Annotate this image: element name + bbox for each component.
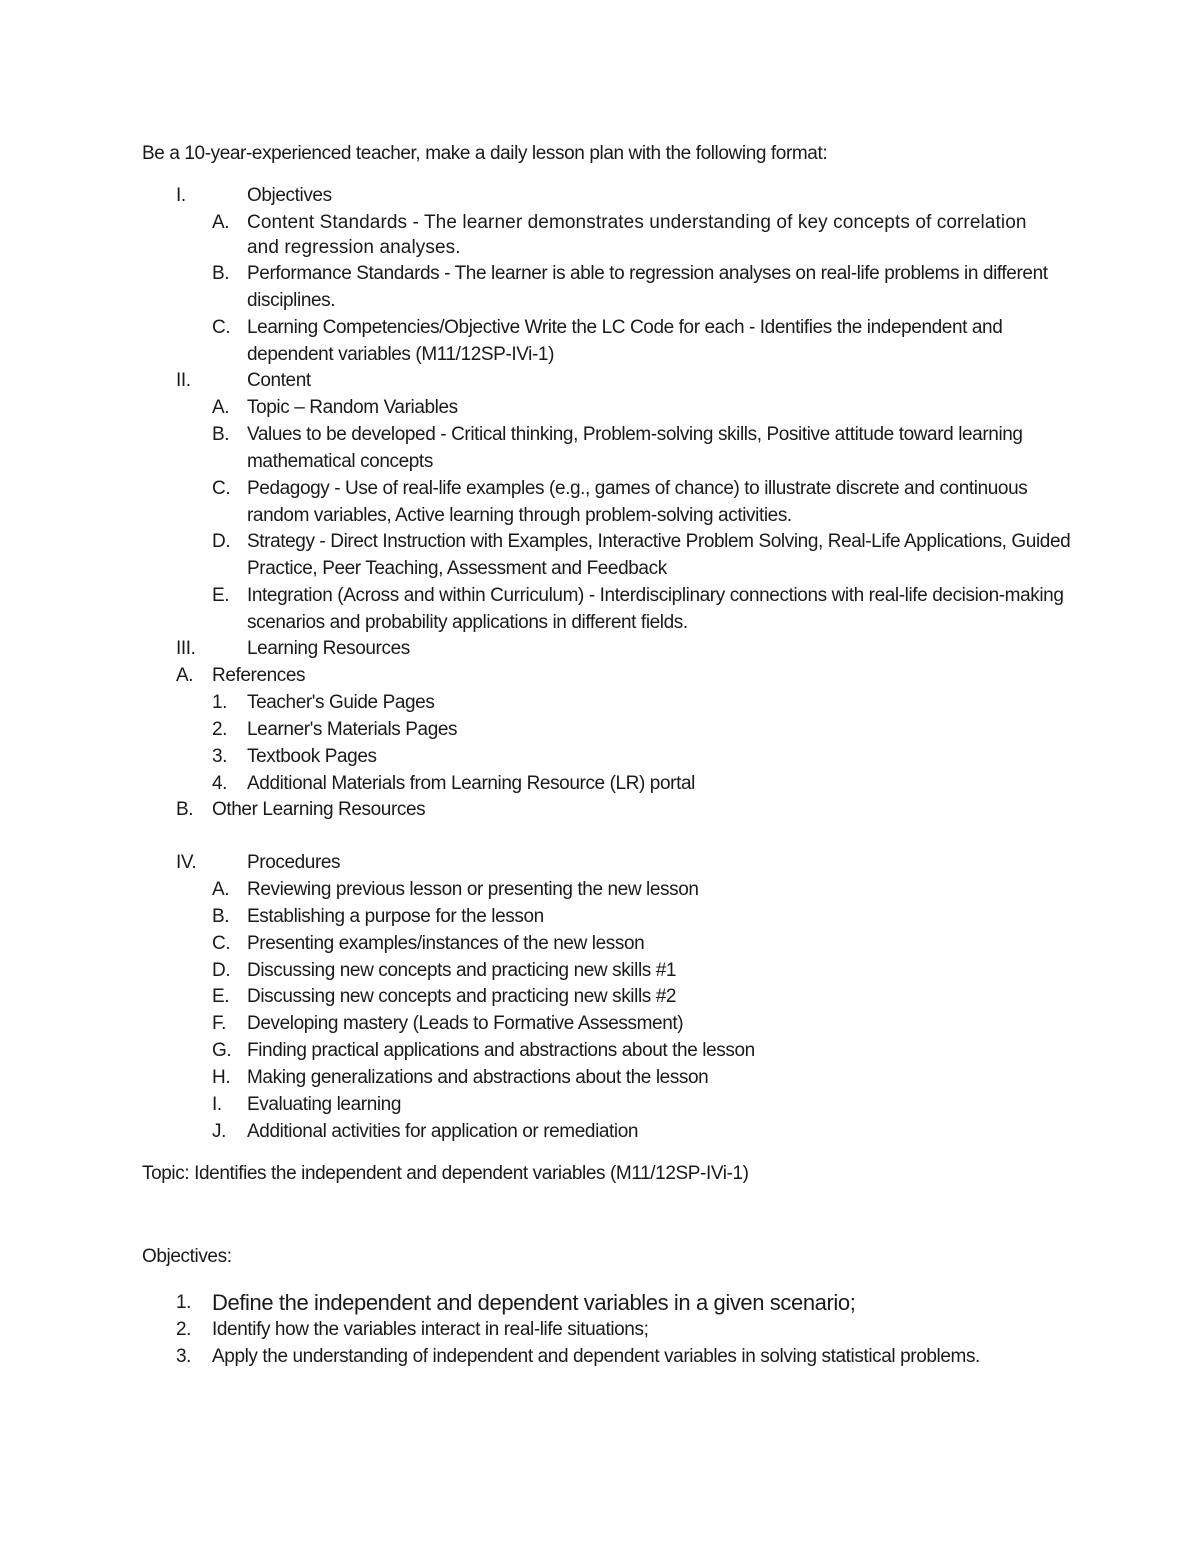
list-marker: C.	[212, 478, 231, 499]
list-item-text: Learning Competencies/Objective Write the LC Code for each - Identifies the independent and	[247, 317, 1003, 338]
roman-numeral: IV.	[176, 852, 197, 873]
list-marker: C.	[212, 933, 231, 954]
list-item-text-cont: scenarios and probability applications in different fields.	[247, 612, 688, 633]
list-marker: B.	[212, 906, 230, 927]
list-item-text: Integration (Across and within Curriculum) - Interdisciplinary connections with real-life decision-making	[247, 585, 1064, 606]
list-item-text: Strategy - Direct Instruction with Examples, Interactive Problem Solving, Real-Life Applications, Guided	[247, 531, 1071, 552]
reference-item: Learner's Materials Pages	[247, 719, 458, 740]
procedure-item: Developing mastery (Leads to Formative Assessment)	[247, 1013, 684, 1034]
topic-line: Topic: Identifies the independent and dependent variables (M11/12SP-IVi-1)	[142, 1163, 749, 1184]
section-title: Objectives	[247, 185, 332, 206]
list-item-text: Values to be developed - Critical thinking, Problem-solving skills, Positive attitude toward learning	[247, 424, 1023, 445]
list-item-text-cont: random variables, Active learning through problem-solving activities.	[247, 505, 792, 526]
list-item-text: References	[212, 665, 306, 686]
list-marker: 3.	[212, 746, 228, 767]
list-marker: B.	[212, 424, 230, 445]
reference-item: Additional Materials from Learning Resource (LR) portal	[247, 773, 695, 794]
objective-item: Define the independent and dependent variables in a given scenario;	[212, 1290, 856, 1315]
list-marker: A.	[212, 212, 230, 233]
list-marker: C.	[212, 317, 231, 338]
list-item-text: Other Learning Resources	[212, 799, 426, 820]
list-marker: 1.	[212, 692, 228, 713]
list-marker: I.	[212, 1094, 222, 1115]
roman-numeral: II.	[176, 370, 191, 391]
list-marker: 4.	[212, 773, 228, 794]
list-marker: J.	[212, 1121, 226, 1142]
procedure-item: Evaluating learning	[247, 1094, 402, 1115]
list-item-text-cont: and regression analyses.	[247, 237, 461, 258]
list-marker: B.	[212, 263, 230, 284]
list-item-text: Pedagogy - Use of real-life examples (e.g., games of chance) to illustrate discrete and continuous	[247, 478, 1028, 499]
list-item-text-cont: mathematical concepts	[247, 451, 433, 472]
list-item-text: Content Standards - The learner demonstrates understanding of key concepts of correlation	[247, 212, 1027, 233]
intro-paragraph: Be a 10-year-experienced teacher, make a daily lesson plan with the following format:	[142, 143, 828, 164]
objectives-heading: Objectives:	[142, 1246, 232, 1267]
procedure-item: Reviewing previous lesson or presenting the new lesson	[247, 879, 699, 900]
procedure-item: Discussing new concepts and practicing new skills #1	[247, 960, 677, 981]
list-marker: A.	[176, 665, 194, 686]
list-marker: 2.	[176, 1319, 192, 1340]
list-marker: D.	[212, 531, 231, 552]
section-title: Learning Resources	[247, 638, 410, 659]
list-marker: E.	[212, 585, 230, 606]
list-item-text-cont: dependent variables (M11/12SP-IVi-1)	[247, 344, 555, 365]
list-item-text: Performance Standards - The learner is able to regression analyses on real-life problems in different	[247, 263, 1048, 284]
list-item-text-cont: Practice, Peer Teaching, Assessment and Feedback	[247, 558, 667, 579]
list-marker: A.	[212, 879, 230, 900]
section-title: Content	[247, 370, 311, 391]
list-marker: H.	[212, 1067, 231, 1088]
procedure-item: Presenting examples/instances of the new lesson	[247, 933, 645, 954]
procedure-item: Finding practical applications and abstractions about the lesson	[247, 1040, 755, 1061]
procedure-item: Making generalizations and abstractions about the lesson	[247, 1067, 709, 1088]
list-item-text: Topic – Random Variables	[247, 397, 458, 418]
list-marker: 2.	[212, 719, 228, 740]
list-marker: F.	[212, 1013, 226, 1034]
list-marker: 1.	[176, 1292, 192, 1313]
list-marker: 3.	[176, 1346, 192, 1367]
procedure-item: Establishing a purpose for the lesson	[247, 906, 544, 927]
objective-item: Apply the understanding of independent and dependent variables in solving statistical problems.	[212, 1346, 980, 1367]
procedure-item: Discussing new concepts and practicing new skills #2	[247, 986, 677, 1007]
list-item-text-cont: disciplines.	[247, 290, 336, 311]
objective-item: Identify how the variables interact in real-life situations;	[212, 1319, 649, 1340]
list-marker: D.	[212, 960, 231, 981]
list-marker: B.	[176, 799, 194, 820]
reference-item: Textbook Pages	[247, 746, 377, 767]
list-marker: E.	[212, 986, 230, 1007]
roman-numeral: III.	[176, 638, 196, 659]
section-title: Procedures	[247, 852, 341, 873]
list-marker: G.	[212, 1040, 232, 1061]
reference-item: Teacher's Guide Pages	[247, 692, 435, 713]
list-marker: A.	[212, 397, 230, 418]
roman-numeral: I.	[176, 185, 186, 206]
procedure-item: Additional activities for application or remediation	[247, 1121, 639, 1142]
